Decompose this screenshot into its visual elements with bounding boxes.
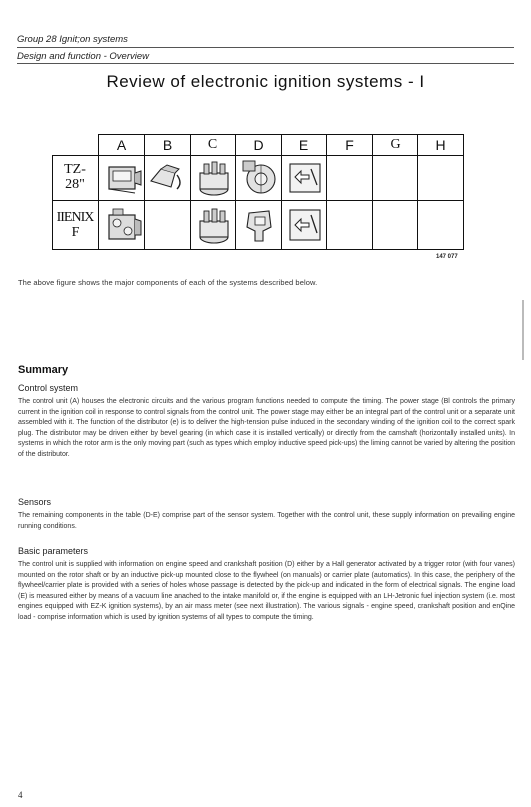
header-group: Group 28 Ignit;on systems [17,34,128,45]
col-header-h: H [435,137,446,153]
col-header-e: E [298,137,309,153]
figure-caption: The above figure shows the major components of each of the systems described below. [18,278,318,287]
col-header-g: G [390,137,401,152]
control-unit-icon [103,159,143,199]
distributor-cap-icon [195,159,233,199]
control-unit-renix-icon [103,205,143,247]
col-header-a: A [116,137,127,153]
row-label-tz28: TZ- 28" [64,162,86,192]
load-sensor-icon [287,161,323,195]
distributor-cap-renix-icon [195,205,233,247]
grid-line [144,135,145,249]
hall-generator-icon [239,157,281,199]
header-section: Design and function - Overview [17,51,150,62]
control-system-heading: Control system [18,383,79,393]
inductive-pickup-icon [239,205,281,247]
page-number: 4 [18,790,23,800]
components-grid [98,134,464,250]
power-stage-icon [147,161,191,197]
grid-line [372,135,373,249]
grid-line [281,135,282,249]
col-header-b: B [162,137,173,153]
grid-line [99,200,463,201]
col-header-f: F [345,137,354,153]
page-title: Review of electronic ignition systems - I [106,72,425,91]
col-header-c: C [207,137,218,152]
basic-parameters-text: The control unit is supplied with information on engine speed and crankshaft position (D) either by a Hall generator activated by a trigger rotor (with four vanes) mounted on the rotor shaft or by an inductive pick-up mounted close to the flywheel (on manuals) or carrier plate (automatics). In this case, the periphery of the flywheel/carrier plate is provided with a series of holes whose passage is detected by the pick-up and indicated in the form of electrical signals. The engine load (E) is measured either by means of a vacuum line anached to the intake manifold or, if the engine is equipped with an LH-Jetronic fuel injection system (i.e. most engines equipped with EZ-K ignition systems), by an air mass meter (see next illustration). The various signals - engine speed, crankshaft position and enQine load - comprise information which is used by ignition systems of all types to compute the timing. [18,561,515,621]
grid-line [235,135,236,249]
header-divider [17,47,514,48]
figure-number: 147 077 [436,254,458,260]
basic-parameters-heading: Basic parameters [18,546,89,556]
components-figure [52,134,464,250]
vacuum-sensor-icon [287,207,323,243]
grid-line [99,155,463,156]
scrollbar-indicator [522,300,524,360]
col-header-d: D [253,137,264,153]
sensors-text: The remaining components in the table (D-E) comprise part of the sensor system. Together with the control unit, these supply information on prevailing engine running conditions. [18,512,515,530]
grid-line [417,135,418,249]
summary-heading: Summary [18,364,69,376]
row-label-renix: IIENIX F [56,210,94,240]
control-system-text: The control unit (A) houses the electronic circuits and the various program functions needed to compute the timing. The power stage (Bl controls the primary current in the ignition coil in response to control signals from the control unit. The power stage may either be an integral part of the control unit or a separate unit assembled with it. The function of the distributor (e) is to deliver the high-tension pulse induced in the secondary winding of the ignition coil to the correct spark plug. The distributor may be driven either by bevel gearing (in which case it is installed vertically) or directly from the camshaft (horizontally installed units). In systems in which the rotor arm is the only moving part (such as types which employ inductive speed pick-ups) the liming cannot be varied by altering the position of the distributor. [18,398,515,458]
header-divider-2 [17,63,514,64]
sensors-heading: Sensors [18,497,52,507]
grid-line [326,135,327,249]
